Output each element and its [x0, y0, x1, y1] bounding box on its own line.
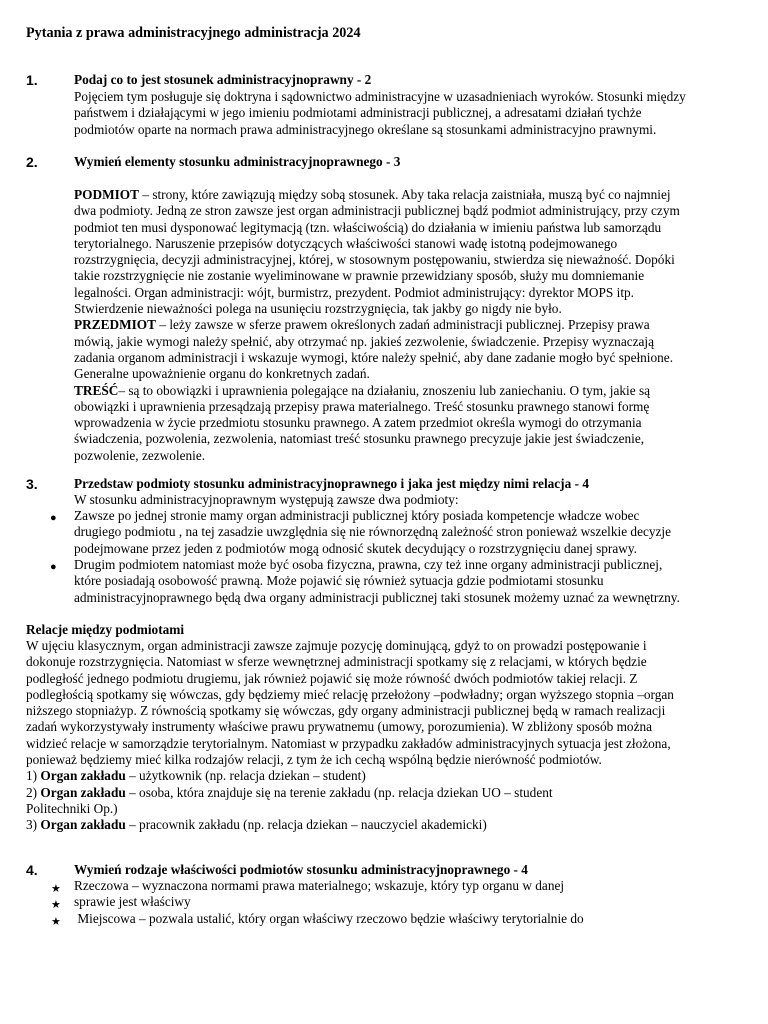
star-bullet-icon: ★ [51, 883, 61, 895]
text-line: mówią, jakie wymogi należy spełnić, aby otrzymać np. jakieś zezwolenie, świadczenie. Przepisy wyznaczają [74, 333, 655, 349]
term-definition: – są to obowiązki i uprawnienia polegające na działaniu, znoszeniu lub zaniechaniu. O tym, jakie są [118, 382, 651, 398]
bullet-item [74, 557, 764, 606]
text-line: takie rozstrzygnięcie nie zostanie wyeliminowane w prawnie przewidziany sposób, służy mu domniemanie [74, 268, 645, 284]
text-line: Zawsze po jednej stronie mamy organ administracji publicznej który posiada kompetencje władcze wobec [74, 508, 640, 523]
text-line: podległością spotkamy się wówczas, gdy będziemy mieć relację przełożony –podwładny; organ wyższego stopnia –organ [26, 686, 674, 702]
question-1-answer [74, 89, 764, 138]
list-number: 2) [26, 784, 41, 800]
text-line: podległość jednego podmiotu drugiemu, jak również pojawić się może równość dwóch podmiotów takiej relacji. Z [26, 670, 638, 686]
list-number: 3) [26, 817, 41, 833]
text-line: Generalne upoważnienie organu do konkretnych zadań. [74, 366, 370, 382]
question-number: 2. [26, 154, 38, 170]
document-title: Pytania z prawa administracyjnego administracja 2024 [26, 25, 361, 41]
item-label: Organ zakładu [40, 768, 126, 784]
text-line: legalności. Organ administracji: wójt, burmistrz, prezydent. Podmiot administrujący: dyrektor MOPS itp. [74, 284, 634, 300]
text-line: Stwierdzenie nieważności polega na usunięciu rozstrzygnięcia, tak jakby go nigdy nie było. [74, 301, 562, 317]
text-line: obowiązki i uprawnienia przesądzają przepisy prawa materialnego. Treść stosunku prawnego stanowi formę [74, 398, 650, 414]
text-line: zadania organom administracji i wskazuje wymogi, które należy spełnić, aby dane zadanie mogło być spełnione. [74, 349, 674, 365]
question-heading: Wymień elementy stosunku administracyjnoprawnego - 3 [74, 154, 401, 169]
list-number: 1) [26, 768, 41, 784]
list-item [26, 785, 766, 801]
text-line: zadań wykorzystywały instrumenty właściwe prawu prywatnemu (umowy, porozumienia). W zbliżony sposób można [26, 719, 653, 735]
question-number: 3. [26, 476, 38, 492]
text-line: niższego stopniażyp. Z równością spotkamy się wówczas, gdy organy administracji publicznej będą w ramach realizacji [26, 703, 666, 719]
question-3-intro [74, 492, 764, 508]
text-line: widzieć relacje w samorządzie terytorialnym. Natomiast w przypadku zakładów administracyjnych sytuacja jest złożona, [26, 735, 671, 751]
question-number: 1. [26, 72, 38, 88]
term-definition: – strony, które zawiązują między sobą stosunek. Aby taka relacja zaistniała, muszą być co najmniej [139, 187, 671, 202]
bullet-item [74, 508, 764, 557]
term-tresc: TREŚĆ [74, 382, 119, 398]
bullet-dot-icon: ● [50, 561, 57, 573]
relations-paragraph [26, 638, 766, 834]
question-heading: Przedstaw podmioty stosunku administracyjnoprawnego i jaka jest między nimi relacja - 4 [74, 476, 589, 491]
text-line: terytorialnego. Naruszenie przepisów dotyczących właściwości stanowi wadę istotną podejmowanego [74, 235, 618, 251]
text-line: wprowadzenia w życie przedmiotu stosunku prawnego. A zatem przedmiot określa wymogi do otrzymania [74, 415, 642, 431]
list-item: Rzeczowa – wyznaczona normami prawa materialnego; wskazuje, który typ organu w danej [74, 878, 565, 893]
list-item [26, 768, 766, 784]
text-line: Pojęciem tym posługuje się doktryna i sądownictwo administracyjne w uzasadnieniach wyroków. Stosunki między [74, 89, 686, 104]
text-line: dokonuje rozstrzygnięcia. Natomiast w sferze wewnętrznej administracji spotkamy się z relacjami, w których będzie [26, 654, 647, 670]
term-przedmiot: PRZEDMIOT [74, 317, 157, 333]
text-line [74, 187, 764, 203]
item-text: – pracownik zakładu (np. relacja dziekan – nauczyciel akademicki) [125, 817, 487, 833]
text-line: pozwolenie, zezwolenie. [74, 447, 206, 463]
item-label: Organ zakładu [40, 817, 126, 833]
question-heading: Wymień rodzaje właściwości podmiotów stosunku administracyjnoprawnego - 4 [74, 862, 528, 877]
list-item [26, 801, 766, 817]
text-line: dwa podmioty. Jedną ze stron zawsze jest organ administracji publicznej bądź podmiot administrujący, przy czym [74, 203, 680, 219]
text-line: W stosunku administracyjnoprawnym występują zawsze dwa podmioty: [74, 492, 459, 507]
item-text: Politechniki Op.) [26, 800, 118, 816]
text-line: administracyjnoprawnego będą dwa organy administracji publicznej taki stosunek możemy uznać za wewnętrzny. [74, 589, 680, 605]
item-text: – użytkownik (np. relacja dziekan – student) [125, 768, 366, 784]
star-bullet-icon: ★ [51, 916, 61, 928]
list-item: Miejscowa – pozwala ustalić, który organ właściwy rzeczowo będzie właściwy terytorialnie do [74, 910, 584, 926]
text-line: rozstrzygnięcia, decyzji administracyjnej, której, w stosownym postępowaniu, stwierdza się nieważność. Dopóki [74, 252, 675, 268]
list-item: sprawie jest właściwy [74, 894, 191, 910]
text-line [74, 317, 764, 333]
text-line: które posiadają osobowość prawną. Może pojawić się również sytuacja gdzie podmiotami stosunku [74, 573, 604, 589]
text-line: podmiotów oparte na normach prawa administracyjnego określane są stosunkami administracyjno prawnymi. [74, 121, 657, 137]
item-text: – osoba, która znajduje się na terenie zakładu (np. relacja dziekan UO – student [125, 784, 553, 800]
text-line: drugiego podmiotu , na tej zasadzie uwzględnia się nie równorzędną zależność stron ponieważ wszelkie decyzje [74, 524, 672, 540]
question-4-list [74, 878, 764, 927]
section-heading: Relacje między podmiotami [26, 622, 185, 637]
text-line: państwem i działającymi w jego imieniu podmiotami administracji publicznej, a adresatami działań tychże [74, 105, 642, 121]
term-podmiot: PODMIOT [74, 187, 140, 202]
list-item [26, 817, 766, 833]
text-line: świadczenia, pozwolenia, zezwolenia, natomiast treść stosunku prawnego precyzuje jakie jest świadczenie, [74, 431, 645, 447]
text-line: W ujęciu klasycznym, organ administracji zawsze zajmuje pozycję dominującą, gdyż to on prowadzi postępowanie i [26, 638, 647, 653]
text-line: Drugim podmiotem natomiast może być osoba fizyczna, prawna, czy też inne organy administracji publicznej, [74, 557, 663, 572]
item-label: Organ zakładu [40, 784, 126, 800]
question-2-answer [74, 187, 764, 464]
star-bullet-icon: ★ [51, 899, 61, 911]
bullet-dot-icon: ● [50, 512, 57, 524]
question-number: 4. [26, 862, 38, 878]
question-heading: Podaj co to jest stosunek administracyjnoprawny - 2 [74, 72, 372, 87]
text-line: ponieważ będziemy mieć kilka rodzajów relacji, z tym że ich cechą wspólną będzie nierówność podmiotów. [26, 752, 602, 768]
text-line: podejmowane przez jeden z podmiotów mogą odnosić skutek decydujący o rozstrzygnięciu danej sprawy. [74, 540, 637, 556]
text-line [74, 383, 764, 399]
term-definition: – leży zawsze w sferze prawem określonych zadań administracji publicznej. Przepisy prawa [156, 317, 650, 333]
text-line: podmiot ten musi dysponować legitymacją (tzn. właściwością) do działania w imieniu państwa lub samorządu [74, 219, 662, 235]
